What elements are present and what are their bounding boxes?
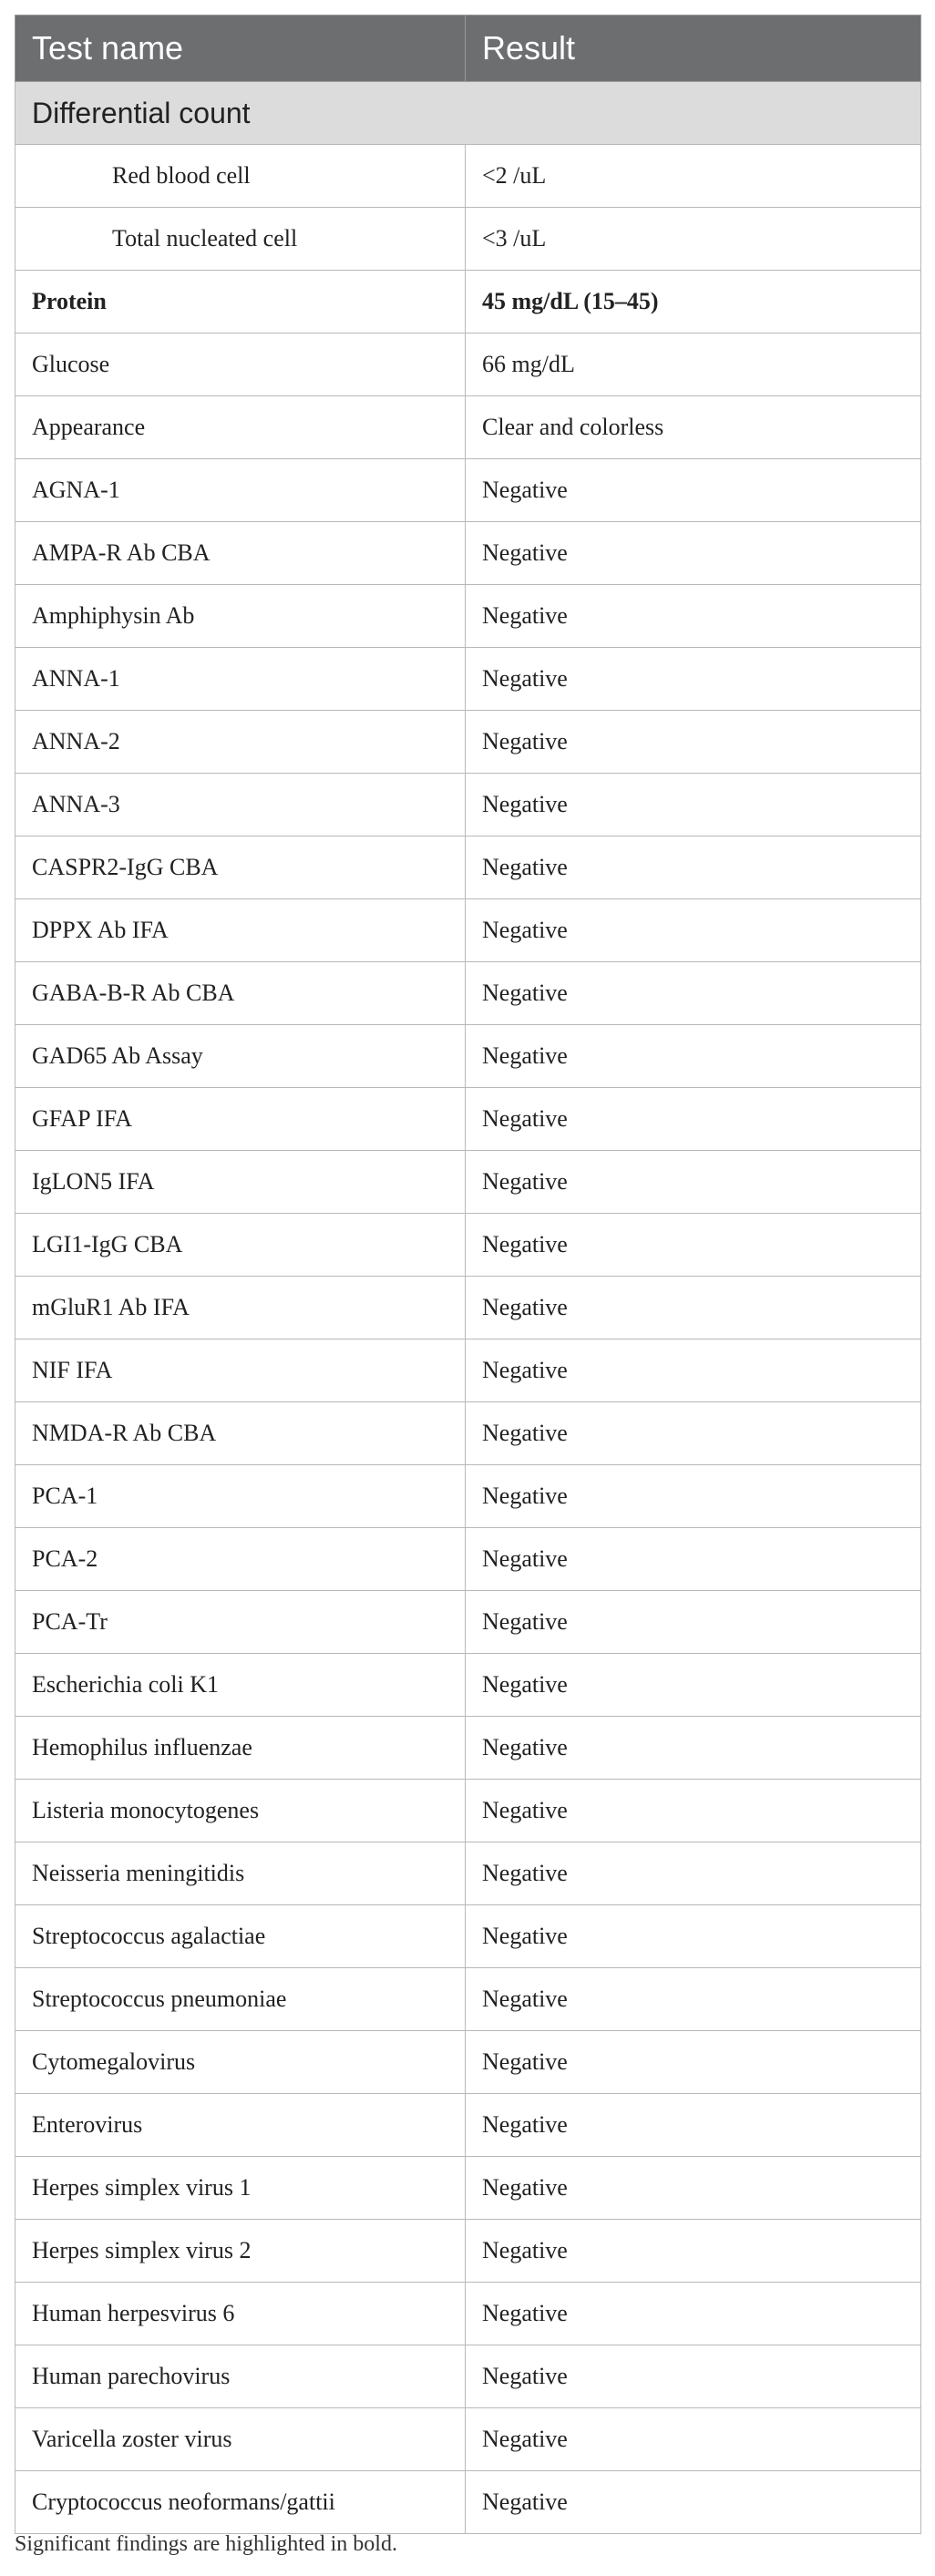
result-cell: Negative	[466, 1591, 921, 1654]
test-name-cell: Protein	[15, 271, 466, 334]
result-cell: Negative	[466, 1465, 921, 1528]
table-row	[15, 711, 921, 774]
table-row	[15, 774, 921, 836]
table-row	[15, 208, 921, 271]
result-cell: Negative	[466, 459, 921, 522]
result-cell: 66 mg/dL	[466, 334, 921, 396]
highlighted-row	[15, 271, 921, 334]
table-row	[15, 1465, 921, 1528]
table-row	[15, 396, 921, 459]
result-cell: Negative	[466, 711, 921, 774]
section-row	[15, 82, 921, 145]
result-cell: Negative	[466, 1025, 921, 1088]
result-cell: Negative	[466, 2408, 921, 2471]
table-row	[15, 459, 921, 522]
result-cell: Negative	[466, 1780, 921, 1842]
result-cell: Negative	[466, 2283, 921, 2345]
table-row	[15, 2408, 921, 2471]
result-cell: Negative	[466, 2471, 921, 2534]
table-row	[15, 2283, 921, 2345]
result-cell: Negative	[466, 2031, 921, 2094]
result-cell: Negative	[466, 2094, 921, 2157]
table-row	[15, 1905, 921, 1968]
test-name-cell: PCA-2	[15, 1528, 466, 1591]
test-name-cell: IgLON5 IFA	[15, 1151, 466, 1214]
test-name-cell: Herpes simplex virus 1	[15, 2157, 466, 2220]
header-result: Result	[466, 15, 921, 82]
result-cell: Negative	[466, 899, 921, 962]
result-cell: Negative	[466, 1528, 921, 1591]
result-cell: Negative	[466, 2345, 921, 2408]
table-row	[15, 1277, 921, 1339]
test-name-cell: Appearance	[15, 396, 466, 459]
table-row	[15, 2471, 921, 2534]
test-name-cell: mGluR1 Ab IFA	[15, 1277, 466, 1339]
table-row	[15, 1214, 921, 1277]
results-table-container	[15, 15, 920, 2534]
result-cell: 45 mg/dL (15–45)	[466, 271, 921, 334]
result-cell: Negative	[466, 648, 921, 711]
test-name-cell: Hemophilus influenzae	[15, 1717, 466, 1780]
result-cell: <2 /uL	[466, 145, 921, 208]
test-name-cell: DPPX Ab IFA	[15, 899, 466, 962]
result-cell: Negative	[466, 2157, 921, 2220]
table-row	[15, 1402, 921, 1465]
result-cell: Negative	[466, 585, 921, 648]
results-table	[15, 15, 921, 2534]
result-cell: Negative	[466, 1717, 921, 1780]
table-row	[15, 145, 921, 208]
test-name-cell: ANNA-2	[15, 711, 466, 774]
test-name-cell: Total nucleated cell	[15, 208, 466, 271]
table-header	[15, 15, 921, 82]
test-name-cell: Cryptococcus neoformans/gattii	[15, 2471, 466, 2534]
test-name-cell: Cytomegalovirus	[15, 2031, 466, 2094]
test-name-cell: AMPA-R Ab CBA	[15, 522, 466, 585]
test-name-cell: ANNA-3	[15, 774, 466, 836]
result-cell: Negative	[466, 1151, 921, 1214]
header-row	[15, 15, 921, 82]
table-row	[15, 2345, 921, 2408]
result-cell: Negative	[466, 962, 921, 1025]
result-cell: Negative	[466, 1905, 921, 1968]
test-name-cell: Enterovirus	[15, 2094, 466, 2157]
test-name-cell: Red blood cell	[15, 145, 466, 208]
result-cell: Negative	[466, 836, 921, 899]
table-row	[15, 2220, 921, 2283]
header-test-name: Test name	[15, 15, 466, 82]
test-name-cell: NMDA-R Ab CBA	[15, 1402, 466, 1465]
footnote: Significant findings are highlighted in bold.	[15, 2532, 397, 2556]
result-cell: Negative	[466, 774, 921, 836]
table-row	[15, 1339, 921, 1402]
test-name-cell: Amphiphysin Ab	[15, 585, 466, 648]
test-name-cell: Neisseria meningitidis	[15, 1842, 466, 1905]
result-cell: Negative	[466, 1277, 921, 1339]
table-row	[15, 1780, 921, 1842]
test-name-cell: CASPR2-IgG CBA	[15, 836, 466, 899]
result-cell: Negative	[466, 1339, 921, 1402]
table-row	[15, 1968, 921, 2031]
table-row	[15, 2094, 921, 2157]
table-row	[15, 1088, 921, 1151]
table-row	[15, 334, 921, 396]
result-cell: Negative	[466, 1968, 921, 2031]
result-cell: Negative	[466, 1842, 921, 1905]
table-row	[15, 1591, 921, 1654]
table-row	[15, 899, 921, 962]
result-cell: Negative	[466, 2220, 921, 2283]
test-name-cell: Human parechovirus	[15, 2345, 466, 2408]
test-name-cell: Varicella zoster virus	[15, 2408, 466, 2471]
table-row	[15, 1528, 921, 1591]
test-name-cell: Streptococcus pneumoniae	[15, 1968, 466, 2031]
test-name-cell: Escherichia coli K1	[15, 1654, 466, 1717]
test-name-cell: AGNA-1	[15, 459, 466, 522]
test-name-cell: GFAP IFA	[15, 1088, 466, 1151]
result-cell: Negative	[466, 1402, 921, 1465]
test-name-cell: GABA-B-R Ab CBA	[15, 962, 466, 1025]
table-row	[15, 585, 921, 648]
table-row	[15, 962, 921, 1025]
result-cell: Negative	[466, 522, 921, 585]
table-row	[15, 522, 921, 585]
test-name-cell: Listeria monocytogenes	[15, 1780, 466, 1842]
test-name-cell: Glucose	[15, 334, 466, 396]
result-cell: Clear and colorless	[466, 396, 921, 459]
table-row	[15, 2031, 921, 2094]
table-row	[15, 1717, 921, 1780]
result-cell: Negative	[466, 1654, 921, 1717]
table-row	[15, 836, 921, 899]
table-row	[15, 2157, 921, 2220]
result-cell: Negative	[466, 1214, 921, 1277]
section-label: Differential count	[15, 82, 921, 145]
test-name-cell: GAD65 Ab Assay	[15, 1025, 466, 1088]
test-name-cell: Streptococcus agalactiae	[15, 1905, 466, 1968]
table-row	[15, 1842, 921, 1905]
table-row	[15, 1025, 921, 1088]
test-name-cell: PCA-1	[15, 1465, 466, 1528]
test-name-cell: NIF IFA	[15, 1339, 466, 1402]
test-name-cell: Human herpesvirus 6	[15, 2283, 466, 2345]
test-name-cell: PCA-Tr	[15, 1591, 466, 1654]
table-row	[15, 1151, 921, 1214]
result-cell: <3 /uL	[466, 208, 921, 271]
test-name-cell: Herpes simplex virus 2	[15, 2220, 466, 2283]
test-name-cell: ANNA-1	[15, 648, 466, 711]
test-name-cell: LGI1-IgG CBA	[15, 1214, 466, 1277]
table-row	[15, 1654, 921, 1717]
table-body	[15, 82, 921, 2534]
result-cell: Negative	[466, 1088, 921, 1151]
table-row	[15, 648, 921, 711]
